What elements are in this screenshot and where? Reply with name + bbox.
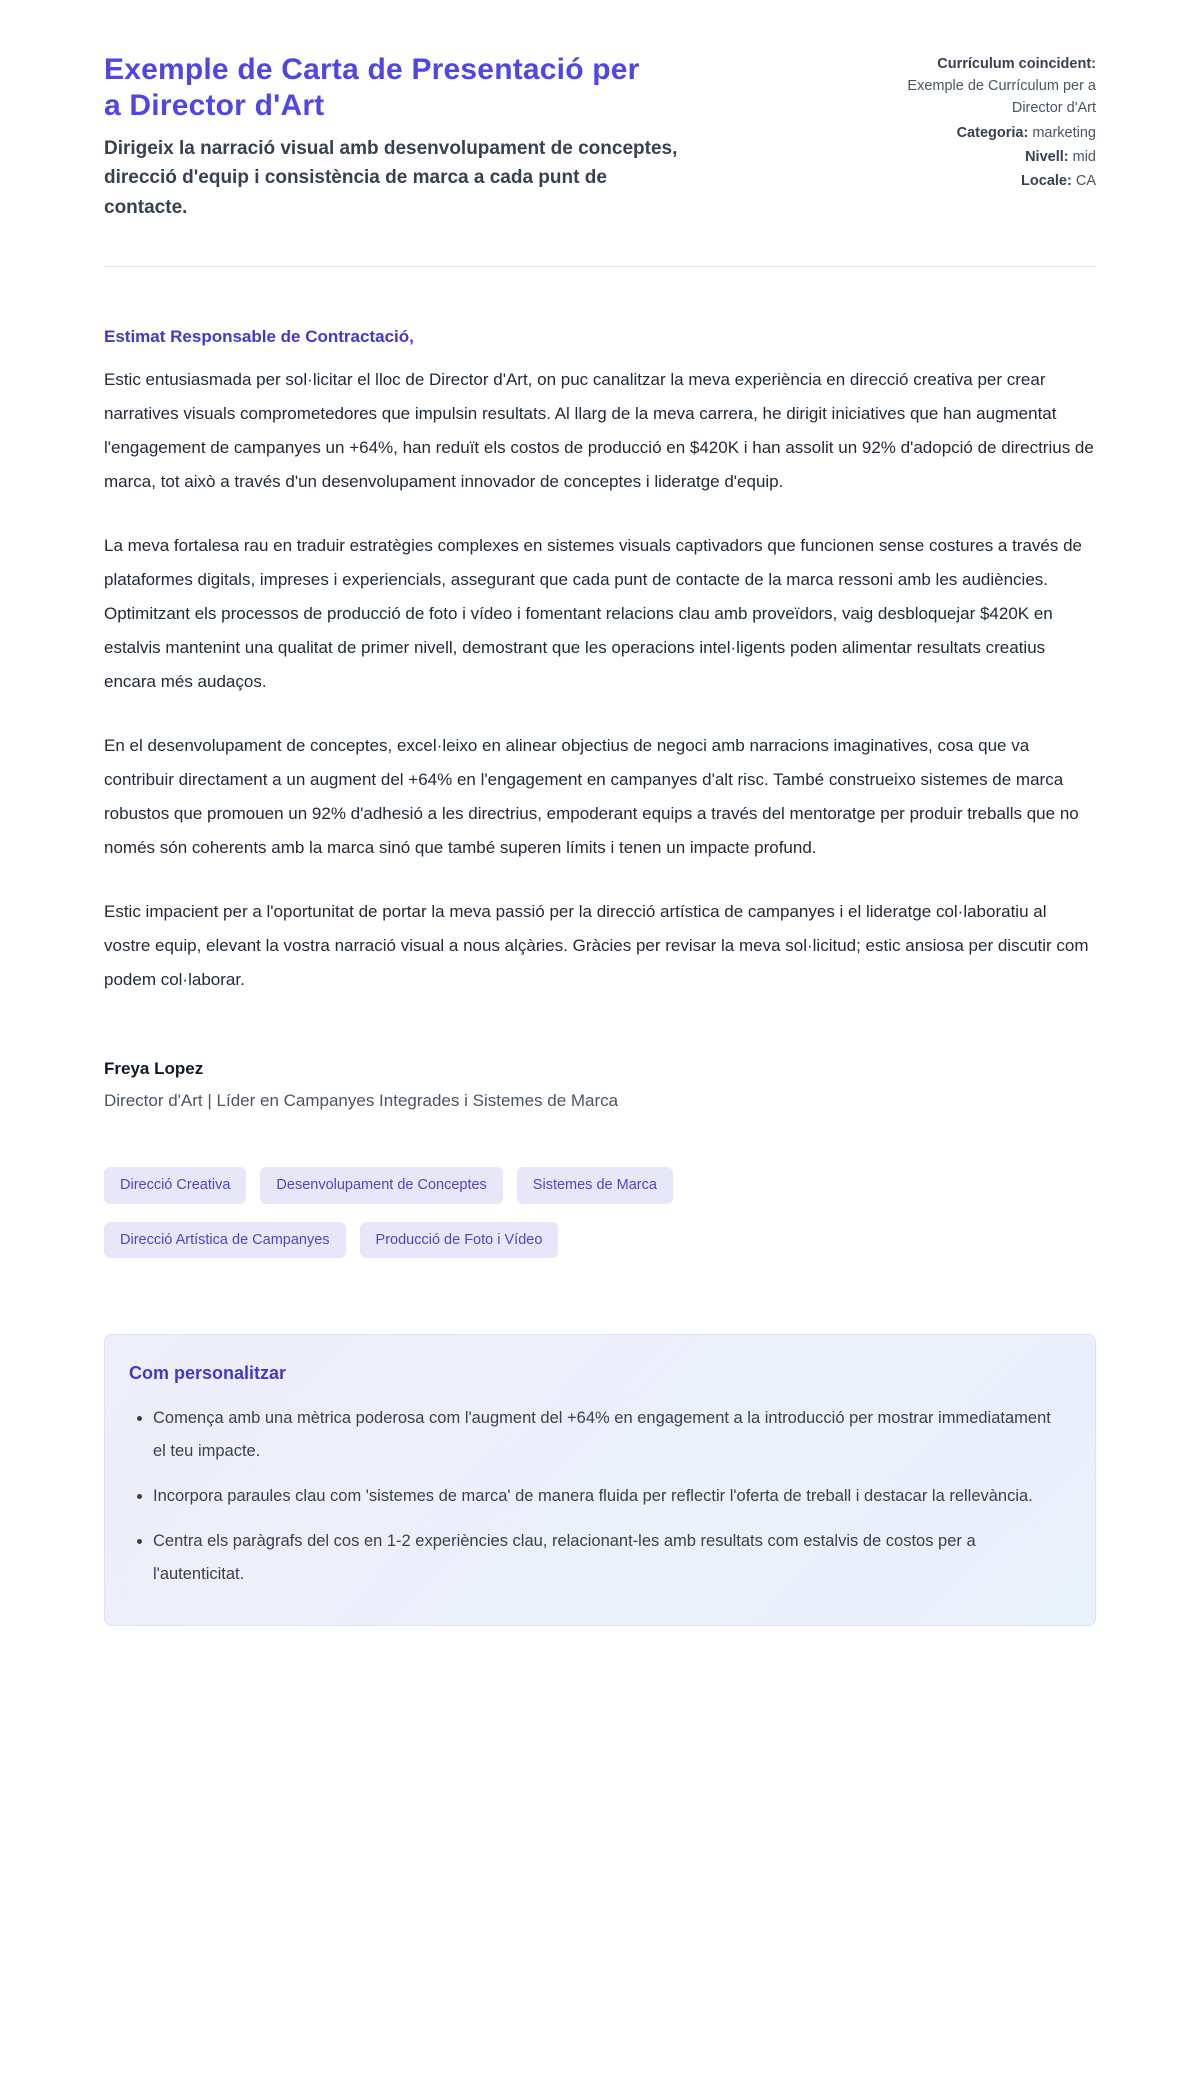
skill-tags bbox=[104, 1167, 804, 1258]
resume-match-label: Currículum coincident: bbox=[937, 56, 1096, 72]
header-divider bbox=[104, 266, 1096, 267]
tip-item: • Comença amb una mètrica poderosa com l'augment del +64% en engagement a la introducció per mostrar immediatament el teu impacte. bbox=[153, 1402, 1067, 1468]
skill-tag[interactable]: Direcció Artística de Campanyes bbox=[104, 1222, 346, 1259]
header-title-block bbox=[104, 52, 684, 222]
page-title: Exemple de Carta de Presentació per a Director d'Art bbox=[104, 53, 640, 122]
letter-paragraph: Estic impacient per a l'oportunitat de portar la meva passió per la direcció artística de campanyes i el lideratge col·laboratiu al vostre equip, elevant la vostra narració visual a nous alçàries. Gràcies per revisar la meva sol·licitud; estic ansiosa per discutir com podem col·laborar. bbox=[104, 902, 1089, 990]
level-label: Nivell: bbox=[1025, 149, 1069, 165]
meta-category bbox=[876, 123, 1096, 145]
locale-label: Locale: bbox=[1021, 172, 1072, 189]
letter-paragraph: En el desenvolupament de conceptes, excel·leixo en alinear objectius de negoci amb narracions imaginatives, cosa que va contribuir directament a un augment del +64% en l'engagement en campanyes d'alt risc. També construeixo sistemes de marca robustos que promouen un 92% d'adhesió a les directrius, empoderant equips a través del mentoratge per produir treballs que no només són coherents amb la marca sinó que també superen límits i tenen un impacte profund. bbox=[104, 736, 1079, 858]
tip-box-title: Com personalitzar bbox=[129, 1363, 287, 1384]
category-value: marketing bbox=[1032, 125, 1096, 142]
level-value: mid bbox=[1072, 149, 1096, 165]
cover-letter bbox=[104, 327, 1096, 1111]
page bbox=[104, 0, 1096, 1696]
header bbox=[104, 52, 1096, 222]
tip-list bbox=[129, 1402, 1067, 1591]
signature-name: Freya Lopez bbox=[104, 1059, 204, 1079]
signature-block bbox=[104, 1059, 1096, 1111]
skill-tag[interactable]: Producció de Foto i Vídeo bbox=[360, 1222, 559, 1259]
resume-match bbox=[876, 54, 1096, 119]
locale-value: CA bbox=[1075, 172, 1096, 189]
signature-role: Director d'Art | Líder en Campanyes Integrades i Sistemes de Marca bbox=[104, 1091, 619, 1111]
skill-tag[interactable]: Sistemes de Marca bbox=[517, 1167, 673, 1204]
customize-tip-box bbox=[104, 1334, 1096, 1626]
letter-paragraph: Estic entusiasmada per sol·licitar el lloc de Director d'Art, on puc canalitzar la meva experiència en direcció creativa per crear narratives visuals comprometedores que impulsin resultats. Al llarg de la meva carrera, he dirigit iniciatives que han augmentat l'engagement de campanyes un +64%, han reduït els costos de producció en $420K i han assolit un 92% d'adopció de directrius de marca, tot això a través d'un desenvolupament innovador de conceptes i lideratge d'equip. bbox=[104, 370, 1094, 492]
letter-paragraph: La meva fortalesa rau en traduir estratègies complexes en sistemes visuals captivadors que funcionen sense costures a través de plataformes digitals, impreses i experiencials, assegurant que cada punt de contacte de la marca ressoni amb les audiències. Optimitzant els processos de producció de foto i vídeo i fomentant relacions clau amb proveïdors, vaig desbloquejar $420K en estalvis mantenint una qualitat de primer nivell, demostrant que les operacions intel·ligents poden alimentar resultats creatius encara més audaços. bbox=[104, 536, 1083, 692]
meta-panel bbox=[876, 52, 1096, 193]
letter-greeting: Estimat Responsable de Contractació, bbox=[104, 327, 414, 347]
tip-item: • Incorpora paraules clau com 'sistemes de marca' de manera fluida per reflectir l'oferta de treball i destacar la rellevància. bbox=[153, 1480, 1067, 1513]
meta-locale bbox=[876, 171, 1096, 193]
skill-tag[interactable]: Direcció Creativa bbox=[104, 1167, 246, 1204]
page-subtitle: Dirigeix la narració visual amb desenvolupament de conceptes, direcció d'equip i consistència de marca a cada punt de contacte. bbox=[104, 138, 678, 218]
meta-level bbox=[876, 147, 1096, 169]
skill-tag[interactable]: Desenvolupament de Conceptes bbox=[260, 1167, 502, 1204]
resume-match-value: Exemple de Currículum per a Director d'Art bbox=[907, 77, 1096, 116]
tip-item: • Centra els paràgrafs del cos en 1-2 experiències clau, relacionant-les amb resultats com estalvis de costos per a l'autenticitat. bbox=[153, 1525, 1067, 1591]
category-label: Categoria: bbox=[956, 125, 1029, 142]
